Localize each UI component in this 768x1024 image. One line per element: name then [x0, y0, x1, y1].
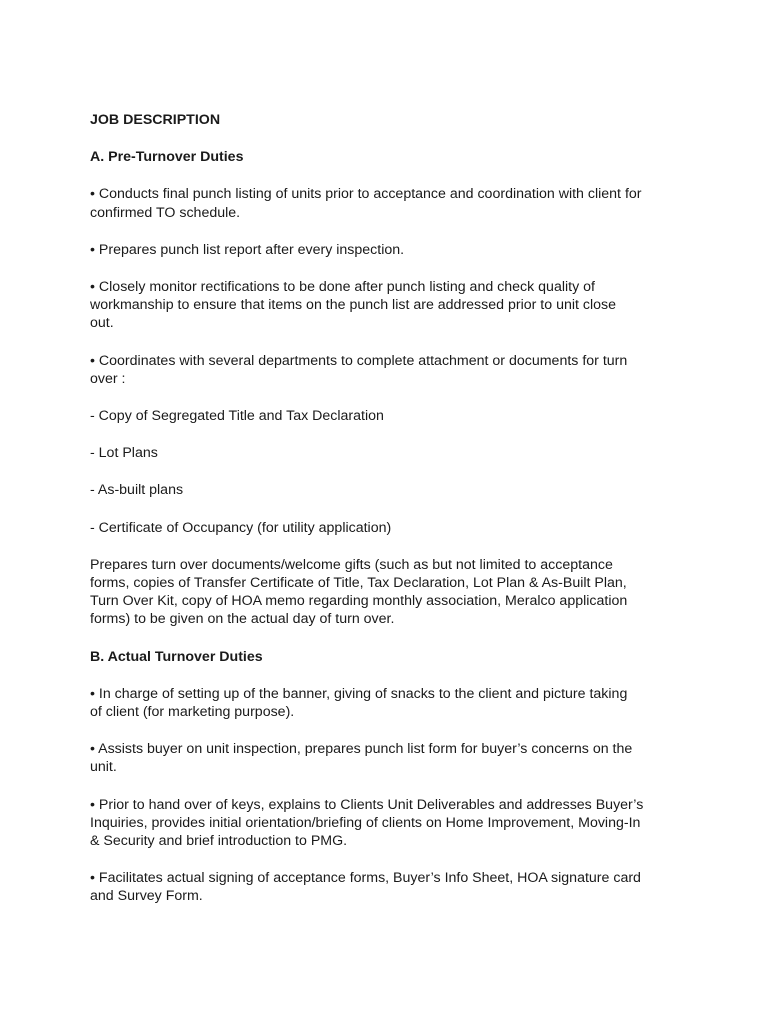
section-a-list-item-1 — [90, 407, 690, 425]
text-line: • Prepares punch list report after every inspection. — [90, 241, 405, 258]
section-a-paragraph-1 — [90, 185, 690, 221]
text-line: confirmed TO schedule. — [90, 204, 241, 221]
section-a-list-item-2 — [90, 444, 690, 462]
text-line: of client (for marketing purpose). — [90, 704, 295, 721]
text-line: over : — [90, 370, 126, 387]
text-line: • Coordinates with several departments to complete attachment or documents for turn — [90, 352, 628, 369]
text-line: Inquiries, provides initial orientation/briefing of clients on Home Improvement, Moving-In — [90, 814, 641, 831]
text-line: • Prior to hand over of keys, explains to Clients Unit Deliverables and addresses Buyer’s — [90, 796, 644, 813]
text-line: forms) to be given on the actual day of turn over. — [90, 611, 395, 628]
section-a-paragraph-5 — [90, 556, 690, 629]
section-a-paragraph-3 — [90, 278, 690, 333]
text-line: Turn Over Kit, copy of HOA memo regarding monthly association, Meralco application — [90, 593, 628, 610]
section-b-paragraph-1 — [90, 685, 690, 721]
text-line: workmanship to ensure that items on the punch list are addressed prior to unit close — [90, 297, 617, 314]
text-line: out. — [90, 315, 114, 332]
section-a-paragraph-4 — [90, 352, 690, 388]
text-line: unit. — [90, 759, 117, 776]
section-a-list-item-3 — [90, 481, 690, 499]
document-body — [90, 111, 690, 925]
document-title-block — [90, 111, 690, 129]
section-b-paragraph-3 — [90, 796, 690, 851]
text-line: - Copy of Segregated Title and Tax Declaration — [90, 408, 384, 425]
text-line: • In charge of setting up of the banner, giving of snacks to the client and picture taking — [90, 685, 628, 702]
text-line: & Security and brief introduction to PMG. — [90, 833, 348, 850]
document-title: JOB DESCRIPTION — [90, 112, 221, 128]
section-b-paragraph-2 — [90, 740, 690, 776]
text-line: • Facilitates actual signing of acceptance forms, Buyer’s Info Sheet, HOA signature card — [90, 870, 641, 887]
text-line: • Assists buyer on unit inspection, prepares punch list form for buyer’s concerns on the — [90, 741, 633, 758]
section-b-heading-block — [90, 648, 690, 666]
section-b-paragraph-4 — [90, 869, 690, 905]
text-line: Prepares turn over documents/welcome gifts (such as but not limited to acceptance — [90, 556, 613, 573]
text-line: • Closely monitor rectifications to be done after punch listing and check quality of — [90, 279, 595, 296]
section-a-heading-block — [90, 148, 690, 166]
text-line: • Conducts final punch listing of units prior to acceptance and coordination with client for — [90, 186, 642, 203]
section-a-paragraph-2 — [90, 241, 690, 259]
text-line: - Certificate of Occupancy (for utility application) — [90, 519, 392, 536]
section-a-heading: A. Pre-Turnover Duties — [90, 149, 244, 166]
section-a-list-item-4 — [90, 519, 690, 537]
text-line: forms, copies of Transfer Certificate of Title, Tax Declaration, Lot Plan & As-Built Plan, — [90, 575, 627, 592]
section-b-heading: B. Actual Turnover Duties — [90, 648, 263, 665]
text-line: and Survey Form. — [90, 888, 203, 905]
text-line: - As-built plans — [90, 482, 184, 499]
text-line: - Lot Plans — [90, 445, 158, 462]
